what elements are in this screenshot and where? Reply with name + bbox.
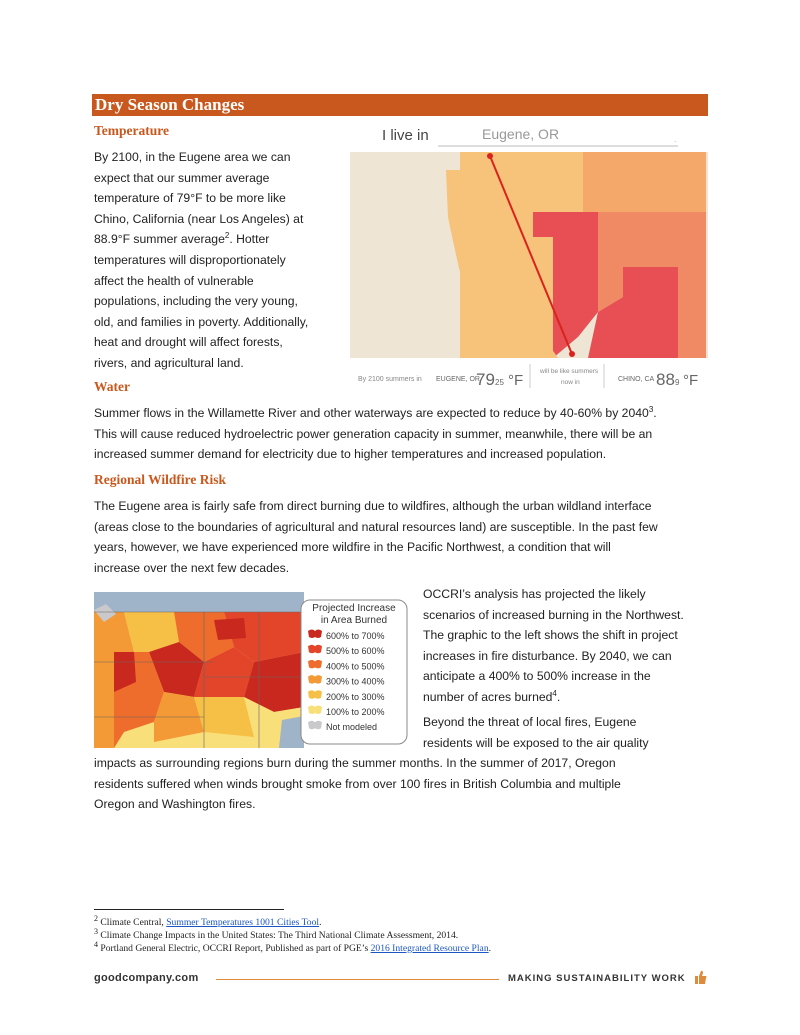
- footnote-number: 3: [94, 926, 98, 936]
- legend-label: 600% to 700%: [326, 631, 385, 641]
- footer-tagline: MAKING SUSTAINABILITY WORK: [508, 973, 686, 984]
- text-line: increases in fire disturbance. By 2040, we can: [423, 648, 672, 663]
- text-line: (areas close to the boundaries of agricultural and natural resources land) are susceptible. In the past few: [94, 519, 658, 534]
- text-line: By 2100, in the Eugene area we can: [94, 150, 291, 164]
- text-line: This will cause reduced hydroelectric power generation capacity in summer, meanwhile, there will be an: [94, 426, 653, 441]
- city1-temp: 79: [476, 370, 495, 388]
- occri-paragraph: [423, 584, 713, 708]
- caption-prefix: By 2100 summers in: [358, 376, 422, 383]
- water-heading: Water: [94, 379, 130, 394]
- integrated-resource-plan-link[interactable]: 2016 Integrated Resource Plan: [370, 943, 489, 954]
- wildfire-paragraph: [94, 496, 714, 578]
- legend-title-line1: Projected Increase: [312, 603, 396, 614]
- footnote-4: [94, 939, 492, 954]
- temperature-heading: Temperature: [94, 123, 169, 138]
- footer-rule: [216, 979, 499, 980]
- text-line: [94, 403, 714, 424]
- footnote-ref[interactable]: 2: [224, 231, 230, 241]
- text-line: OCCRI’s analysis has projected the likely: [423, 587, 646, 601]
- city2-label: CHINO, CA: [618, 376, 655, 383]
- footnote-number: 2: [94, 913, 98, 923]
- thumbs-up-icon: [693, 969, 707, 985]
- footnote-number: 4: [94, 939, 98, 949]
- footnote-tail: .: [319, 917, 322, 928]
- footnote-text: Climate Change Impacts in the United States: The Third National Climate Assessment, 2014.: [100, 930, 459, 941]
- text-line: impacts as surrounding regions burn during the summer months. In the summer of 2017, Oregon: [94, 756, 616, 770]
- text-line: increase over the next few decades.: [94, 560, 290, 575]
- footer-website[interactable]: goodcompany.com: [94, 972, 199, 984]
- text-span: .: [653, 406, 657, 420]
- text-line: The graphic to the left shows the shift in project: [423, 628, 678, 643]
- text-span: . Hotter: [229, 232, 270, 247]
- beyond-paragraph-start: [423, 712, 713, 753]
- text-line: temperature of 79°F to be more like: [94, 191, 286, 206]
- text-line: expect that our summer average: [94, 170, 270, 185]
- legend-label: Not modeled: [326, 722, 378, 733]
- wildfire-projection-map: [94, 592, 411, 748]
- text-line: [423, 687, 713, 708]
- unit-label: °F: [683, 372, 699, 388]
- text-line: [94, 229, 344, 250]
- footnote-ref[interactable]: 3: [648, 404, 654, 414]
- legend-label: 200% to 300%: [326, 691, 385, 702]
- footnote-text: Climate Central,: [100, 917, 167, 928]
- text-line: populations, including the very young,: [94, 294, 298, 309]
- city2-temp: 88: [656, 370, 675, 388]
- text-line: heat and drought will affect forests,: [94, 335, 283, 350]
- temperature-comparison-map: [348, 122, 710, 388]
- text-line: The Eugene area is fairly safe from direct burning due to wildfires, although the urban wildland interface: [94, 499, 652, 513]
- i-live-in-label: I live in: [382, 127, 429, 144]
- text-line: residents suffered when winds brought smoke from over 100 fires in British Columbia and multiple: [94, 776, 621, 791]
- text-line: years, however, we have experienced more wildfire in the Pacific Northwest, a condition that will: [94, 540, 611, 555]
- caption-middle-1: will be like summers: [540, 368, 599, 375]
- text-line: anticipate a 400% to 500% increase in the: [423, 669, 651, 684]
- city1-temp-decimal: 25: [495, 378, 504, 387]
- footnote-ref[interactable]: 4: [552, 688, 557, 698]
- text-line: Oregon and Washington fires.: [94, 797, 256, 812]
- wildfire-heading: Regional Wildfire Risk: [94, 472, 227, 487]
- city2-temp-decimal: 9: [675, 378, 680, 387]
- text-line: residents will be exposed to the air quality: [423, 735, 649, 750]
- text-line: Chino, California (near Los Angeles) at: [94, 211, 304, 226]
- footnote-2: [94, 913, 322, 928]
- text-line: affect the health of vulnerable: [94, 273, 254, 288]
- water-paragraph: [94, 403, 714, 465]
- map-region: [94, 592, 304, 748]
- dropdown-indicator-icon[interactable]: .: [674, 134, 677, 144]
- caption-middle-2: now in: [561, 379, 580, 386]
- eugene-marker: [487, 153, 493, 159]
- text-span: 88.9°F summer average: [94, 232, 225, 247]
- text-line: scenarios of increased burning in the Northwest.: [423, 607, 684, 622]
- text-span: Summer flows in the Willamette River and other waterways are expected to reduce by 40-60% by 2040: [94, 406, 649, 420]
- text-line: increased summer demand for electricity due to higher temperatures and increased population.: [94, 447, 607, 462]
- location-input[interactable]: Eugene, OR: [482, 126, 560, 142]
- text-span: number of acres burned: [423, 689, 553, 704]
- legend-label: 500% to 600%: [326, 646, 385, 657]
- fire-legend: [301, 600, 407, 744]
- chino-marker: [569, 351, 575, 357]
- legend-label: 300% to 400%: [326, 676, 385, 687]
- text-span: .: [556, 689, 561, 704]
- legend-label: 100% to 200%: [326, 707, 385, 717]
- legend-label: 400% to 500%: [326, 661, 385, 672]
- text-line: temperatures will disproportionately: [94, 252, 286, 267]
- unit-label: °F: [508, 372, 524, 388]
- footnote-tail: .: [488, 943, 492, 954]
- text-line: Beyond the threat of local fires, Eugene: [423, 715, 637, 729]
- city1-label: EUGENE, OR: [436, 376, 480, 383]
- summer-temperatures-link[interactable]: Summer Temperatures 1001 Cities Tool: [166, 917, 320, 928]
- text-line: rivers, and agricultural land.: [94, 355, 244, 370]
- footnote-text: Portland General Electric, OCCRI Report, Published as part of PGE’s: [100, 943, 371, 954]
- temperature-paragraph: [94, 147, 344, 374]
- text-line: old, and families in poverty. Additionally,: [94, 314, 309, 329]
- section-title: Dry Season Changes: [92, 94, 708, 116]
- temperature-caption: [358, 364, 698, 388]
- beyond-paragraph-rest: [94, 753, 714, 815]
- footnote-divider: [94, 909, 284, 910]
- legend-title-line2: in Area Burned: [320, 615, 388, 626]
- map-region: [350, 152, 708, 358]
- footnote-3: [94, 926, 459, 941]
